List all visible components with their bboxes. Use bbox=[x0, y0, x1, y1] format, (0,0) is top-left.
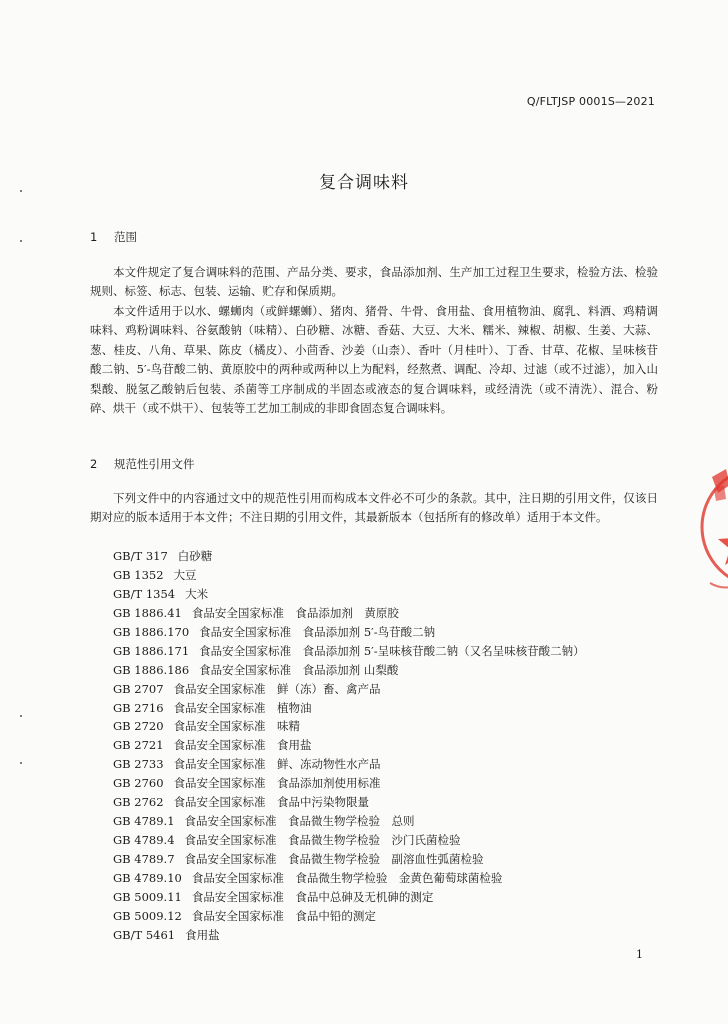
reference-code: GB 4789.7 bbox=[113, 852, 175, 866]
reference-item bbox=[113, 623, 585, 642]
references-intro-paragraph: 下列文件中的内容通过文中的规范性引用而构成本文件必不可少的条款。其中，注日期的引用文件，仅该日期对应的版本适用于本文件；不注日期的引用文件，其最新版本（包括所有的修改单）适用于本文件。 bbox=[90, 491, 658, 525]
section-heading-scope bbox=[90, 229, 137, 245]
reference-item bbox=[113, 793, 585, 812]
reference-code: GB 2733 bbox=[113, 757, 164, 772]
section-title: 规范性引用文件 bbox=[114, 457, 195, 471]
reference-name: 食品安全国家标准 食品中铅的测定 bbox=[191, 908, 376, 923]
reference-name: 食品安全国家标准 食用盐 bbox=[173, 738, 312, 753]
reference-code: GB 2721 bbox=[113, 738, 164, 753]
reference-item bbox=[113, 661, 585, 680]
reference-name: 食品安全国家标准 食品中总砷及无机砷的测定 bbox=[191, 889, 434, 904]
reference-name: 大米 bbox=[185, 586, 209, 601]
reference-code: GB 2762 bbox=[113, 795, 164, 810]
page-number: 1 bbox=[636, 948, 643, 961]
scope-paragraph-2: 本文件适用于以水、螺蛳肉（或鲜螺蛳）、猪肉、猪骨、牛骨、食用盐、食用植物油、腐乳、料酒、鸡精调味料、鸡粉调味料、谷氨酸钠（味精）、白砂糖、冰糖、香菇、大豆、大米、糯米、辣椒、胡椒、生姜、大蒜、葱、桂皮、八角、草果、陈皮（橘皮）、小茴香、沙姜（山柰）、香叶（月桂叶）、丁香、甘草、花椒、呈味核苷酸二钠、5′-鸟苷酸二钠、黄原胶中的两种或两种以上为配料，经熬煮、调配、冷却、过滤（或不过滤），加入山梨酸、脱氢乙酸钠后包装、杀菌等工序制成的半固态或液态的复合调味料，或经清洗（或不清洗）、混合、粉碎、烘干（或不烘干）、包装等工艺加工制成的非即食固态复合调味料。 bbox=[90, 304, 658, 416]
reference-item bbox=[113, 547, 585, 566]
reference-code: GB 2720 bbox=[113, 719, 164, 734]
reference-name: 食品安全国家标准 鲜（冻）畜、禽产品 bbox=[173, 681, 381, 696]
reference-code: GB 1886.171 bbox=[113, 643, 190, 658]
reference-code: GB 1886.41 bbox=[113, 605, 182, 620]
scan-speck bbox=[20, 190, 22, 192]
reference-name: 食品安全国家标准 食品添加剂使用标准 bbox=[173, 776, 381, 791]
reference-item bbox=[113, 699, 585, 718]
reference-item bbox=[113, 869, 585, 888]
reference-code: GB 4789.10 bbox=[113, 870, 182, 885]
reference-item bbox=[113, 566, 585, 585]
section-title: 范围 bbox=[114, 230, 137, 244]
reference-name: 食品安全国家标准 植物油 bbox=[173, 700, 312, 715]
reference-item bbox=[113, 926, 585, 945]
reference-code: GB 4789.1 bbox=[113, 814, 175, 829]
reference-code: GB 1352 bbox=[113, 567, 164, 582]
reference-list bbox=[113, 547, 585, 945]
reference-name: 食品安全国家标准 食品添加剂 山梨酸 bbox=[199, 662, 399, 677]
scan-speck bbox=[20, 762, 22, 764]
reference-name: 大豆 bbox=[173, 567, 197, 582]
section-number: 2 bbox=[90, 457, 98, 471]
reference-item bbox=[113, 604, 585, 623]
document-title: 复合调味料 bbox=[319, 173, 409, 193]
reference-code: GB/T 317 bbox=[113, 549, 168, 563]
reference-item bbox=[113, 717, 585, 736]
reference-code: GB 2707 bbox=[113, 681, 164, 696]
company-seal bbox=[700, 455, 728, 600]
scan-speck bbox=[20, 240, 22, 242]
reference-name: 食品安全国家标准 食品中污染物限量 bbox=[173, 795, 370, 810]
reference-item bbox=[113, 736, 585, 755]
reference-name: 食品安全国家标准 食品微生物学检验 副溶血性弧菌检验 bbox=[184, 852, 484, 866]
reference-item bbox=[113, 907, 585, 926]
reference-item bbox=[113, 585, 585, 604]
reference-code: GB/T 5461 bbox=[113, 927, 176, 942]
reference-item bbox=[113, 812, 585, 831]
reference-name: 食品安全国家标准 食品微生物学检验 沙门氏菌检验 bbox=[184, 833, 461, 848]
reference-code: GB 2760 bbox=[113, 776, 164, 791]
reference-item bbox=[113, 888, 585, 907]
reference-item bbox=[113, 642, 585, 661]
reference-name: 食品安全国家标准 鲜、冻动物性水产品 bbox=[173, 757, 381, 772]
reference-item bbox=[113, 774, 585, 793]
reference-item bbox=[113, 755, 585, 774]
reference-code: GB 1886.170 bbox=[113, 624, 190, 639]
reference-code: GB 1886.186 bbox=[113, 662, 190, 677]
section-number: 1 bbox=[90, 230, 98, 244]
scan-speck bbox=[20, 715, 22, 717]
reference-code: GB 2716 bbox=[113, 700, 164, 715]
reference-item bbox=[113, 680, 585, 699]
reference-item bbox=[113, 850, 585, 869]
document-number: Q/FLTJSP 0001S—2021 bbox=[526, 95, 655, 108]
scope-paragraph-1: 本文件规定了复合调味料的范围、产品分类、要求，食品添加剂、生产加工过程卫生要求，检验方法、检验规则、标签、标志、包装、运输、贮存和保质期。 bbox=[90, 265, 658, 299]
reference-name: 食品安全国家标准 味精 bbox=[173, 719, 301, 734]
reference-code: GB/T 1354 bbox=[113, 586, 176, 601]
reference-code: GB 4789.4 bbox=[113, 833, 175, 848]
reference-name: 食品安全国家标准 食品微生物学检验 金黄色葡萄球菌检验 bbox=[191, 870, 503, 885]
reference-name: 食用盐 bbox=[185, 927, 220, 942]
reference-name: 白砂糖 bbox=[177, 549, 213, 563]
reference-name: 食品安全国家标准 食品添加剂 5′-鸟苷酸二钠 bbox=[199, 624, 436, 639]
reference-item bbox=[113, 831, 585, 850]
reference-code: GB 5009.12 bbox=[113, 908, 182, 923]
reference-name: 食品安全国家标准 食品微生物学检验 总则 bbox=[184, 814, 415, 829]
reference-code: GB 5009.11 bbox=[113, 889, 182, 904]
section-heading-normative-references bbox=[90, 456, 195, 472]
reference-name: 食品安全国家标准 食品添加剂 黄原胶 bbox=[191, 605, 399, 620]
reference-name: 食品安全国家标准 食品添加剂 5′-呈味核苷酸二钠（又名呈味核苷酸二钠） bbox=[199, 643, 585, 658]
